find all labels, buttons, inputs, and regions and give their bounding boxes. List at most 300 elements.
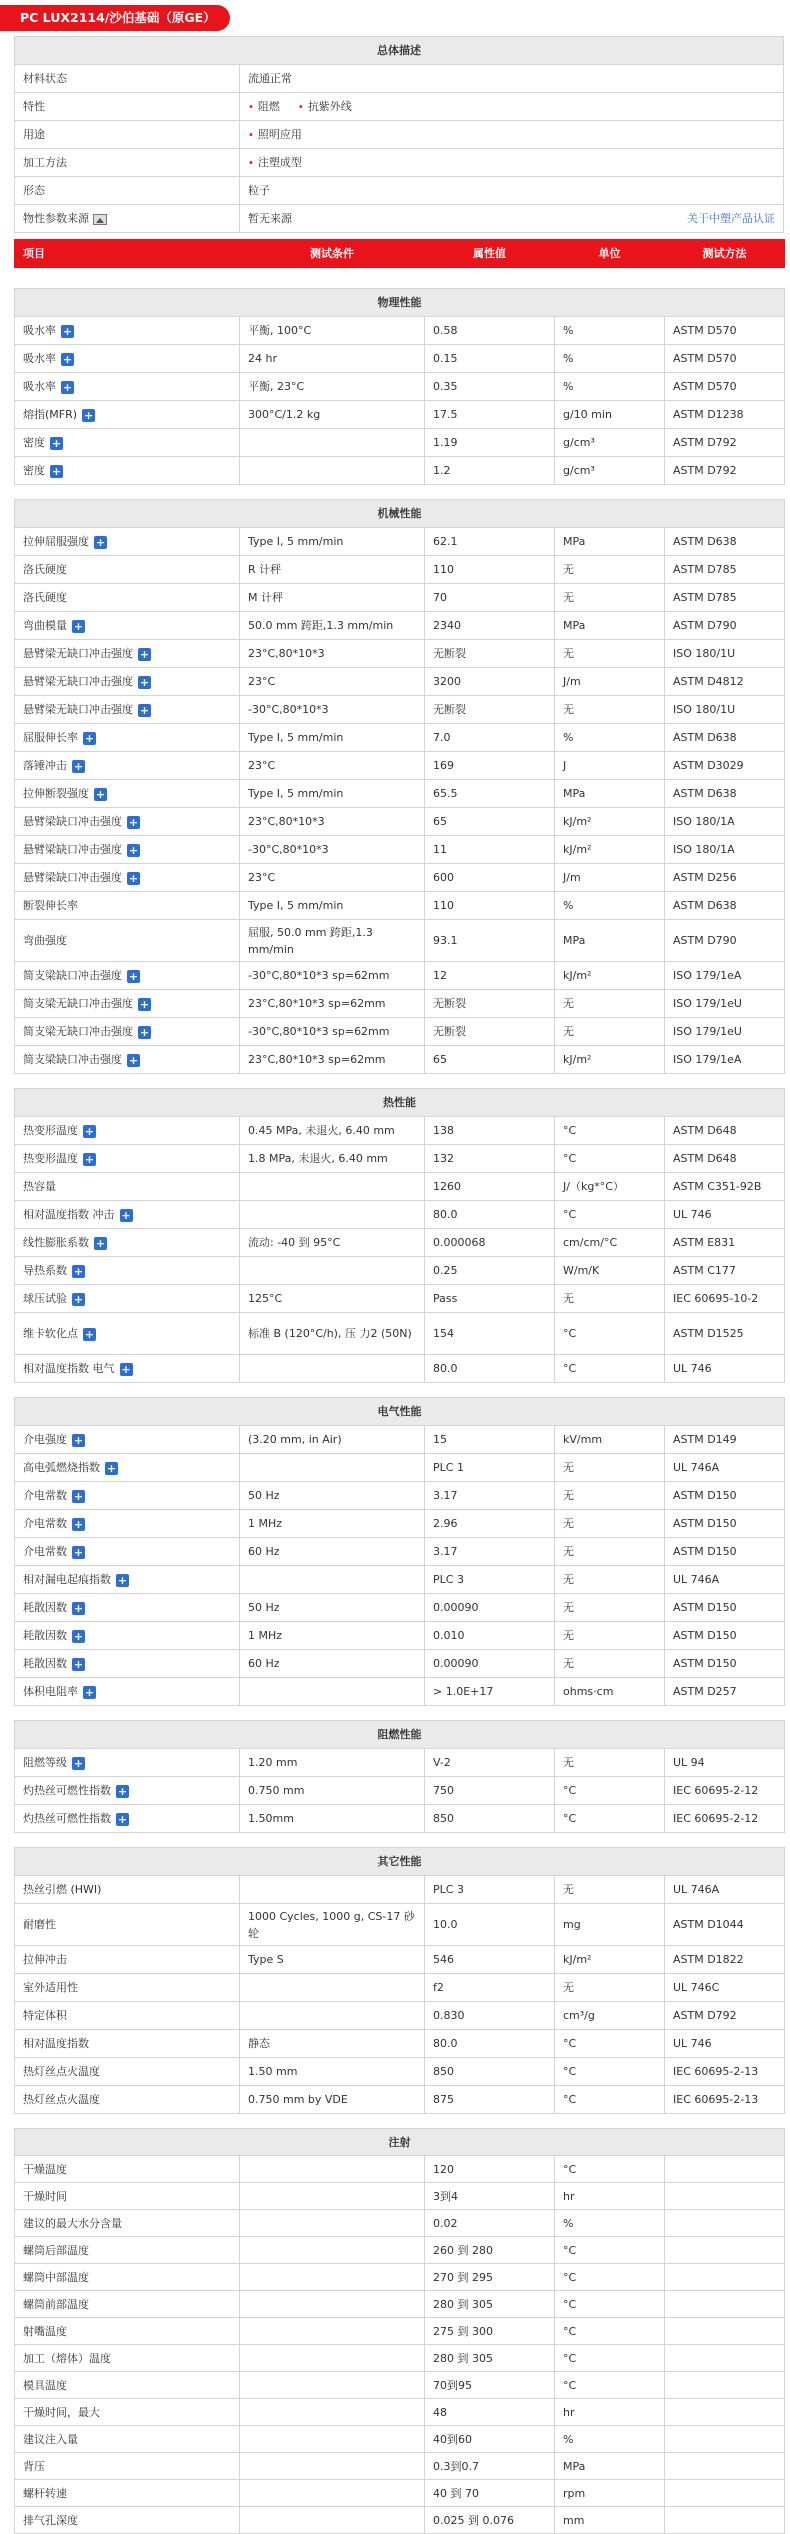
property-name <box>15 808 240 836</box>
value-cell: 0.000068 <box>425 1229 555 1257</box>
condition-cell: 23°C <box>240 668 425 696</box>
unit-cell: °C <box>555 2291 665 2318</box>
table-row <box>15 2426 785 2453</box>
value-cell: PLC 3 <box>425 1566 555 1594</box>
section-heading: 其它性能 <box>15 1848 785 1876</box>
image-icon[interactable] <box>93 214 107 225</box>
expand-plus-icon[interactable]: + <box>83 408 94 422</box>
expand-plus-icon[interactable]: + <box>73 1292 84 1306</box>
method-cell <box>665 2399 785 2426</box>
property-name <box>15 1313 240 1355</box>
unit-cell: °C <box>555 2318 665 2345</box>
table-row <box>15 2183 785 2210</box>
expand-plus-icon[interactable]: + <box>62 380 73 394</box>
table-row <box>15 2480 785 2507</box>
table-row <box>15 696 785 724</box>
condition-cell: Type I, 5 mm/min <box>240 528 425 556</box>
condition-cell: 1 MHz <box>240 1622 425 1650</box>
table-row <box>15 1904 785 1946</box>
general-heading: 总体描述 <box>15 37 784 65</box>
expand-plus-icon[interactable]: + <box>95 535 106 549</box>
unit-cell: °C <box>555 2237 665 2264</box>
expand-plus-icon[interactable]: + <box>139 647 150 661</box>
condition-cell: -30°C,80*10*3 sp=62mm <box>240 1018 425 1046</box>
value-cell: 0.010 <box>425 1622 555 1650</box>
condition-cell: 1.50mm <box>240 1805 425 1833</box>
expand-plus-icon[interactable]: + <box>121 1208 131 1222</box>
unit-cell: % <box>555 2426 665 2453</box>
unit-cell: kJ/m² <box>555 962 665 990</box>
condition-cell <box>240 1257 425 1285</box>
value-cell: V-2 <box>425 1749 555 1777</box>
property-name-text: 断裂伸长率 <box>23 899 78 912</box>
property-name-text: 悬臂梁缺口冲击强度 <box>23 815 122 828</box>
property-name <box>15 2210 240 2237</box>
property-name <box>15 2156 240 2183</box>
unit-cell: °C <box>555 1117 665 1145</box>
condition-cell: 平衡, 23°C <box>240 373 425 401</box>
table-row <box>15 1974 785 2002</box>
condition-cell: 23°C,80*10*3 <box>240 640 425 668</box>
method-cell: ASTM D3029 <box>665 752 785 780</box>
certification-link[interactable]: 关于中塑产品认证 <box>687 212 775 225</box>
value-cell: 17.5 <box>425 401 555 429</box>
expand-plus-icon[interactable]: + <box>84 1124 95 1138</box>
property-name-text: 螺杆转速 <box>23 2486 67 2500</box>
method-cell: ASTM D256 <box>665 864 785 892</box>
unit-cell: 无 <box>555 1018 665 1046</box>
table-row <box>15 1650 785 1678</box>
expand-plus-icon[interactable]: + <box>128 1053 139 1067</box>
general-value <box>240 149 784 177</box>
expand-plus-icon[interactable]: + <box>73 1756 84 1770</box>
table-row <box>15 1510 785 1538</box>
table-row <box>15 2030 785 2058</box>
condition-cell <box>240 1974 425 2002</box>
general-value-item: • 抗紫外线 <box>298 98 352 116</box>
expand-plus-icon[interactable]: + <box>73 1517 84 1531</box>
property-name <box>15 1046 240 1074</box>
property-name-text: 简支梁无缺口冲击强度 <box>23 997 133 1010</box>
property-name <box>15 668 240 696</box>
condition-cell <box>240 1454 425 1482</box>
table-row <box>15 780 785 808</box>
property-name-text: 热容量 <box>23 1180 56 1193</box>
property-name <box>15 401 240 429</box>
condition-cell <box>240 457 425 485</box>
property-name-text: 热灯丝点火温度 <box>23 2093 100 2106</box>
section-header-row <box>15 500 785 528</box>
condition-cell: 静态 <box>240 2030 425 2058</box>
datasheet <box>14 36 784 2534</box>
unit-cell: kJ/m² <box>555 808 665 836</box>
condition-cell <box>240 2507 425 2534</box>
method-cell <box>665 2453 785 2480</box>
value-cell: > 1.0E+17 <box>425 1678 555 1706</box>
expand-plus-icon[interactable]: + <box>139 703 150 717</box>
table-row <box>15 2264 785 2291</box>
property-name-text: 悬臂梁无缺口冲击强度 <box>23 703 133 716</box>
value-cell: 2340 <box>425 612 555 640</box>
table-row <box>15 1285 785 1313</box>
method-cell: ASTM D638 <box>665 528 785 556</box>
property-name <box>15 528 240 556</box>
table-row <box>15 373 785 401</box>
general-value-item: • 阻燃 <box>248 98 280 116</box>
value-cell: 无断裂 <box>425 990 555 1018</box>
condition-cell: 0.45 MPa, 未退火, 6.40 mm <box>240 1117 425 1145</box>
property-name-text: 射嘴温度 <box>23 2324 67 2338</box>
condition-cell: 流动: -40 到 95°C <box>240 1229 425 1257</box>
condition-cell: 24 hr <box>240 345 425 373</box>
method-cell: ASTM D790 <box>665 920 785 962</box>
expand-plus-icon[interactable]: + <box>84 731 95 745</box>
value-cell: 15 <box>425 1426 555 1454</box>
value-cell: 40到60 <box>425 2426 555 2453</box>
method-cell <box>665 2291 785 2318</box>
property-name <box>15 2002 240 2030</box>
value-cell: 154 <box>425 1313 555 1355</box>
property-name <box>15 990 240 1018</box>
general-value-item: • 注塑成型 <box>248 154 302 172</box>
general-row <box>15 149 784 177</box>
method-cell: IEC 60695-2-12 <box>665 1777 785 1805</box>
property-name <box>15 2237 240 2264</box>
property-name <box>15 1650 240 1678</box>
property-name-text: 弯曲强度 <box>23 934 67 947</box>
value-cell: 0.830 <box>425 2002 555 2030</box>
expand-plus-icon[interactable]: + <box>73 1601 84 1615</box>
method-cell <box>665 2210 785 2237</box>
condition-cell: 0.750 mm <box>240 1777 425 1805</box>
unit-cell: g/cm³ <box>555 457 665 485</box>
property-name <box>15 584 240 612</box>
property-name <box>15 2291 240 2318</box>
expand-plus-icon[interactable]: + <box>51 436 62 450</box>
table-row <box>15 2453 785 2480</box>
unit-cell: % <box>555 373 665 401</box>
value-cell: 275 到 300 <box>425 2318 555 2345</box>
table-row <box>15 584 785 612</box>
condition-cell: -30°C,80*10*3 <box>240 696 425 724</box>
unit-cell: 无 <box>555 1876 665 1904</box>
property-name-text: 球压试验 <box>23 1292 67 1305</box>
table-row <box>15 1426 785 1454</box>
method-cell <box>665 2372 785 2399</box>
section-table <box>14 1847 785 2114</box>
general-row <box>15 93 784 121</box>
method-cell: ASTM D149 <box>665 1426 785 1454</box>
general-label <box>15 205 240 233</box>
table-row <box>15 2086 785 2114</box>
value-cell: 70到95 <box>425 2372 555 2399</box>
table-row <box>15 864 785 892</box>
expand-plus-icon[interactable]: + <box>139 675 150 689</box>
table-row <box>15 808 785 836</box>
method-cell: ASTM D785 <box>665 584 785 612</box>
property-name-text: 热丝引燃 (HWI) <box>23 1883 102 1896</box>
property-name-text: 吸水率 <box>23 324 56 337</box>
condition-cell: 23°C,80*10*3 sp=62mm <box>240 990 425 1018</box>
unit-cell: °C <box>555 2156 665 2183</box>
method-cell: ASTM D792 <box>665 429 785 457</box>
expand-plus-icon[interactable]: + <box>73 619 84 633</box>
property-name-text: 悬臂梁缺口冲击强度 <box>23 843 122 856</box>
expand-plus-icon[interactable]: + <box>128 969 139 983</box>
property-name <box>15 1946 240 1974</box>
expand-plus-icon[interactable]: + <box>73 1489 84 1503</box>
table-row <box>15 401 785 429</box>
general-label <box>15 65 240 93</box>
property-name <box>15 836 240 864</box>
value-cell: PLC 1 <box>425 1454 555 1482</box>
method-cell <box>665 2264 785 2291</box>
value-cell: 132 <box>425 1145 555 1173</box>
expand-plus-icon[interactable]: + <box>73 759 84 773</box>
table-row <box>15 1046 785 1074</box>
general-label-text: 物性参数来源 <box>23 212 89 225</box>
condition-cell: 23°C <box>240 752 425 780</box>
method-cell: ISO 179/1eU <box>665 1018 785 1046</box>
condition-cell: 1.8 MPa, 未退火, 6.40 mm <box>240 1145 425 1173</box>
table-row <box>15 317 785 345</box>
condition-cell: 1000 Cycles, 1000 g, CS-17 砂轮 <box>240 1904 425 1946</box>
table-row <box>15 1622 785 1650</box>
expand-plus-icon[interactable]: + <box>62 324 73 338</box>
method-cell: ISO 180/1A <box>665 836 785 864</box>
expand-plus-icon[interactable]: + <box>106 1461 117 1475</box>
value-cell: 3到4 <box>425 2183 555 2210</box>
property-name <box>15 1538 240 1566</box>
expand-plus-icon[interactable]: + <box>73 1657 84 1671</box>
unit-cell: °C <box>555 2086 665 2114</box>
expand-plus-icon[interactable]: + <box>121 1362 131 1376</box>
value-cell: 169 <box>425 752 555 780</box>
table-row <box>15 1117 785 1145</box>
unit-cell: °C <box>555 2372 665 2399</box>
method-cell: ASTM E831 <box>665 1229 785 1257</box>
table-row <box>15 1355 785 1383</box>
method-cell: ASTM D792 <box>665 457 785 485</box>
expand-plus-icon[interactable]: + <box>117 1812 128 1826</box>
unit-cell: cm³/g <box>555 2002 665 2030</box>
method-cell: ASTM D257 <box>665 1678 785 1706</box>
unit-cell: J <box>555 752 665 780</box>
condition-cell <box>240 2318 425 2345</box>
table-row <box>15 990 785 1018</box>
expand-plus-icon[interactable]: + <box>73 1545 84 1559</box>
condition-cell: Type I, 5 mm/min <box>240 892 425 920</box>
condition-cell: 1.50 mm <box>240 2058 425 2086</box>
table-row <box>15 1538 785 1566</box>
general-value-item: 暂无来源 <box>248 212 292 225</box>
value-cell: 80.0 <box>425 1355 555 1383</box>
method-cell <box>665 2480 785 2507</box>
condition-cell <box>240 2399 425 2426</box>
unit-cell: °C <box>555 1777 665 1805</box>
expand-plus-icon[interactable]: + <box>51 464 62 478</box>
property-name-text: 灼热丝可燃性指数 <box>23 1812 111 1825</box>
value-cell: 12 <box>425 962 555 990</box>
property-name <box>15 1904 240 1946</box>
method-cell: ASTM C177 <box>665 1257 785 1285</box>
unit-cell: MPa <box>555 528 665 556</box>
general-label <box>15 149 240 177</box>
general-label-text: 用途 <box>23 128 45 141</box>
unit-cell: J/m <box>555 864 665 892</box>
value-cell: 0.00090 <box>425 1650 555 1678</box>
property-name-text: 相对漏电起痕指数 <box>23 1573 111 1586</box>
expand-plus-icon[interactable]: + <box>73 1433 84 1447</box>
condition-cell <box>240 2156 425 2183</box>
unit-cell: 无 <box>555 990 665 1018</box>
property-name <box>15 892 240 920</box>
property-name <box>15 317 240 345</box>
method-cell: ISO 180/1A <box>665 808 785 836</box>
method-cell: IEC 60695-2-13 <box>665 2086 785 2114</box>
method-cell <box>665 2183 785 2210</box>
property-name-text: 室外适用性 <box>23 1981 78 1994</box>
table-row <box>15 1678 785 1706</box>
value-cell: 70 <box>425 584 555 612</box>
expand-plus-icon[interactable]: + <box>128 815 139 829</box>
condition-cell: 屈服, 50.0 mm 跨距,1.3 mm/min <box>240 920 425 962</box>
property-name-text: 耗散因数 <box>23 1629 67 1642</box>
table-row <box>15 1229 785 1257</box>
method-cell: ASTM D785 <box>665 556 785 584</box>
property-name-text: 吸水率 <box>23 352 56 365</box>
table-row <box>15 1018 785 1046</box>
table-row <box>15 920 785 962</box>
property-name <box>15 1285 240 1313</box>
method-cell: ASTM D648 <box>665 1145 785 1173</box>
expand-plus-icon[interactable]: + <box>128 843 139 857</box>
condition-cell: 50.0 mm 跨距,1.3 mm/min <box>240 612 425 640</box>
property-name-text: 干燥时间 <box>23 2189 67 2203</box>
value-cell: 110 <box>425 556 555 584</box>
unit-cell: 无 <box>555 556 665 584</box>
general-value <box>240 93 784 121</box>
unit-cell: mm <box>555 2507 665 2534</box>
table-row <box>15 1749 785 1777</box>
value-cell: f2 <box>425 1974 555 2002</box>
method-cell: ASTM D150 <box>665 1482 785 1510</box>
expand-plus-icon[interactable]: + <box>95 1236 106 1250</box>
property-name-text: 拉伸断裂强度 <box>23 787 89 800</box>
expand-plus-icon[interactable]: + <box>84 1327 95 1341</box>
unit-cell: 无 <box>555 1454 665 1482</box>
expand-plus-icon[interactable]: + <box>73 1629 84 1643</box>
value-cell: 0.025 到 0.076 <box>425 2507 555 2534</box>
unit-cell: 无 <box>555 1510 665 1538</box>
condition-cell: M 计秤 <box>240 584 425 612</box>
method-cell: ASTM D150 <box>665 1538 785 1566</box>
value-cell: 875 <box>425 2086 555 2114</box>
unit-cell: 无 <box>555 1566 665 1594</box>
property-name <box>15 1145 240 1173</box>
property-name-text: 排气孔深度 <box>23 2513 78 2527</box>
table-row <box>15 640 785 668</box>
property-name <box>15 457 240 485</box>
unit-cell: °C <box>555 2030 665 2058</box>
value-cell: 93.1 <box>425 920 555 962</box>
method-cell: ISO 180/1U <box>665 640 785 668</box>
method-cell: UL 746C <box>665 1974 785 2002</box>
method-cell: ASTM D150 <box>665 1594 785 1622</box>
method-cell: ISO 179/1eA <box>665 1046 785 1074</box>
expand-plus-icon[interactable]: + <box>139 997 150 1011</box>
property-name-text: 建议的最大水分含量 <box>23 2216 122 2230</box>
column-header-cell: 测试方法 <box>665 240 785 268</box>
table-row <box>15 2210 785 2237</box>
method-cell: ASTM D1822 <box>665 1946 785 1974</box>
property-name <box>15 1426 240 1454</box>
property-name <box>15 2030 240 2058</box>
table-row <box>15 1876 785 1904</box>
table-row <box>15 556 785 584</box>
unit-cell: °C <box>555 2058 665 2086</box>
property-name-text: 背压 <box>23 2459 45 2473</box>
condition-cell <box>240 2183 425 2210</box>
property-name-text: 洛氏硬度 <box>23 563 67 576</box>
expand-plus-icon[interactable]: + <box>117 1573 128 1587</box>
method-cell: ASTM D150 <box>665 1622 785 1650</box>
property-name <box>15 373 240 401</box>
expand-plus-icon[interactable]: + <box>73 1264 84 1278</box>
method-cell <box>665 2426 785 2453</box>
unit-cell: °C <box>555 2345 665 2372</box>
value-cell: 3.17 <box>425 1538 555 1566</box>
value-cell: 1.2 <box>425 457 555 485</box>
condition-cell <box>240 1173 425 1201</box>
method-cell <box>665 2156 785 2183</box>
condition-cell: (3.20 mm, in Air) <box>240 1426 425 1454</box>
property-name-text: 密度 <box>23 436 45 449</box>
expand-plus-icon[interactable]: + <box>139 1025 150 1039</box>
method-cell <box>665 2318 785 2345</box>
section-header-row <box>15 1089 785 1117</box>
general-value <box>240 205 784 233</box>
value-cell: 3200 <box>425 668 555 696</box>
table-row <box>15 1805 785 1833</box>
condition-cell: 1.20 mm <box>240 1749 425 1777</box>
expand-plus-icon[interactable]: + <box>84 1685 95 1699</box>
value-cell: 48 <box>425 2399 555 2426</box>
property-name <box>15 1678 240 1706</box>
expand-plus-icon[interactable]: + <box>117 1784 128 1798</box>
value-cell: 280 到 305 <box>425 2345 555 2372</box>
property-name-text: 导热系数 <box>23 1264 67 1277</box>
unit-cell: °C <box>555 1355 665 1383</box>
expand-plus-icon[interactable]: + <box>62 352 73 366</box>
unit-cell: rpm <box>555 2480 665 2507</box>
expand-plus-icon[interactable]: + <box>84 1152 95 1166</box>
section-heading: 阻燃性能 <box>15 1721 785 1749</box>
unit-cell: % <box>555 892 665 920</box>
condition-cell <box>240 1566 425 1594</box>
method-cell: ASTM D638 <box>665 780 785 808</box>
table-row <box>15 2156 785 2183</box>
property-name-text: 相对温度指数 <box>23 2037 89 2050</box>
expand-plus-icon[interactable]: + <box>95 787 106 801</box>
unit-cell: % <box>555 345 665 373</box>
condition-cell: 125°C <box>240 1285 425 1313</box>
property-name-text: 干燥温度 <box>23 2162 67 2176</box>
property-name-text: 高电弧燃烧指数 <box>23 1461 100 1474</box>
condition-cell <box>240 2237 425 2264</box>
expand-plus-icon[interactable]: + <box>128 871 139 885</box>
property-name-text: 悬臂梁无缺口冲击强度 <box>23 647 133 660</box>
